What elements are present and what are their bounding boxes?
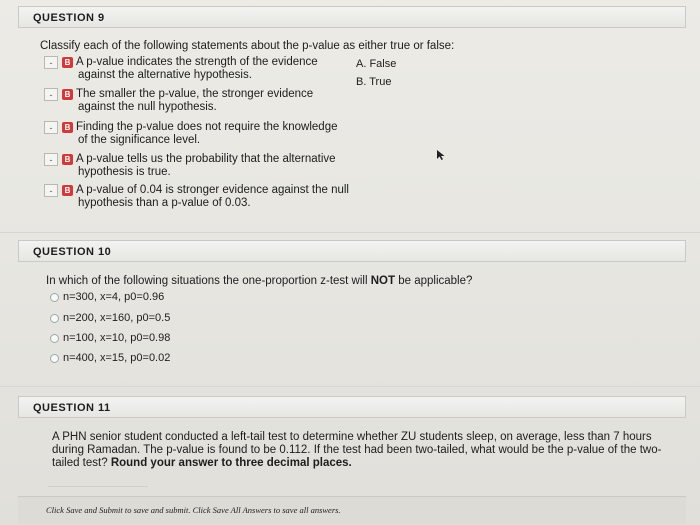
statement-line: hypothesis than a p-value of 0.03.	[78, 196, 251, 209]
question-11-header	[18, 396, 686, 418]
radio-button[interactable]	[50, 334, 59, 343]
answer-dropdown[interactable]: -	[44, 88, 58, 101]
prompt-text: In which of the following situations the one-proportion z-test will	[46, 275, 371, 287]
selected-letter-badge: B	[62, 154, 73, 165]
statement-line: of the significance level.	[78, 133, 201, 146]
statement-line: Finding the p-value does not require the knowledge	[76, 121, 338, 133]
statement-text	[76, 153, 356, 178]
prompt-line	[52, 457, 672, 470]
statement-line: hypothesis is true.	[78, 165, 171, 178]
radio-button[interactable]	[50, 354, 59, 363]
answer-input[interactable]	[48, 472, 148, 487]
answer-dropdown[interactable]: -	[44, 153, 58, 166]
prompt-text: tailed test?	[52, 457, 111, 469]
selected-letter-badge: B	[62, 89, 73, 100]
match-item-4	[44, 153, 356, 178]
selected-letter-badge: B	[62, 57, 73, 68]
footer-text: Click Save and Submit to save and submit. Click Save All Answers to save all answers.	[46, 505, 341, 515]
selected-letter-badge: B	[62, 122, 73, 133]
question-10-prompt	[46, 275, 472, 287]
statement-line: A p-value indicates the strength of the evidence	[76, 56, 318, 68]
question-11-prompt	[52, 431, 672, 470]
statement-line: against the alternative hypothesis.	[78, 68, 252, 81]
radio-button[interactable]	[50, 293, 59, 302]
statement-line: The smaller the p-value, the stronger evidence	[76, 88, 314, 100]
divider	[0, 386, 700, 387]
option-label: n=300, x=4, p0=0.96	[63, 291, 165, 303]
question-9-prompt: Classify each of the following statements about the p-value as either true or false:	[40, 40, 455, 52]
question-9-header	[18, 6, 686, 28]
statement-line: A p-value tells us the probability that the alternative	[76, 153, 336, 165]
option-row-4[interactable]	[50, 352, 170, 364]
answer-choice-a: A. False	[356, 58, 397, 70]
prompt-emphasis: Round your answer to three decimal places.	[110, 457, 352, 469]
prompt-line: during Ramadan. The p-value is found to be 0.112. If the test had been two-tailed, what would be the p-value of the two-	[52, 444, 662, 456]
statement-line: against the null hypothesis.	[78, 100, 217, 113]
match-item-5	[44, 184, 356, 209]
answer-dropdown[interactable]: -	[44, 121, 58, 134]
prompt-text: be applicable?	[395, 275, 473, 287]
question-10-title: QUESTION 10	[33, 246, 112, 258]
option-label: n=400, x=15, p0=0.02	[63, 352, 171, 364]
answer-choice-b: B. True	[356, 76, 392, 88]
match-item-2	[44, 88, 356, 113]
mouse-cursor-icon	[436, 148, 446, 166]
option-row-3[interactable]	[50, 332, 170, 344]
question-9-title: QUESTION 9	[33, 12, 105, 24]
question-10-header	[18, 240, 686, 262]
divider	[0, 232, 700, 233]
match-item-3	[44, 121, 356, 146]
selected-letter-badge: B	[62, 185, 73, 196]
footer-instructions	[18, 496, 686, 524]
answer-dropdown[interactable]: -	[44, 56, 58, 69]
radio-button[interactable]	[50, 314, 59, 323]
question-11-title: QUESTION 11	[33, 402, 111, 414]
prompt-emphasis: NOT	[370, 275, 396, 287]
statement-text	[76, 56, 356, 81]
option-row-1[interactable]	[50, 291, 164, 303]
match-item-1	[44, 56, 356, 81]
statement-text	[76, 88, 356, 113]
statement-line: A p-value of 0.04 is stronger evidence against the null	[76, 184, 349, 196]
prompt-line: A PHN senior student conducted a left-tail test to determine whether ZU students sleep, on average, less than 7 hours	[52, 431, 652, 443]
option-label: n=100, x=10, p0=0.98	[63, 332, 171, 344]
option-label: n=200, x=160, p0=0.5	[63, 312, 171, 324]
answer-dropdown[interactable]: -	[44, 184, 58, 197]
statement-text	[76, 121, 356, 146]
option-row-2[interactable]	[50, 312, 170, 324]
statement-text	[76, 184, 356, 209]
